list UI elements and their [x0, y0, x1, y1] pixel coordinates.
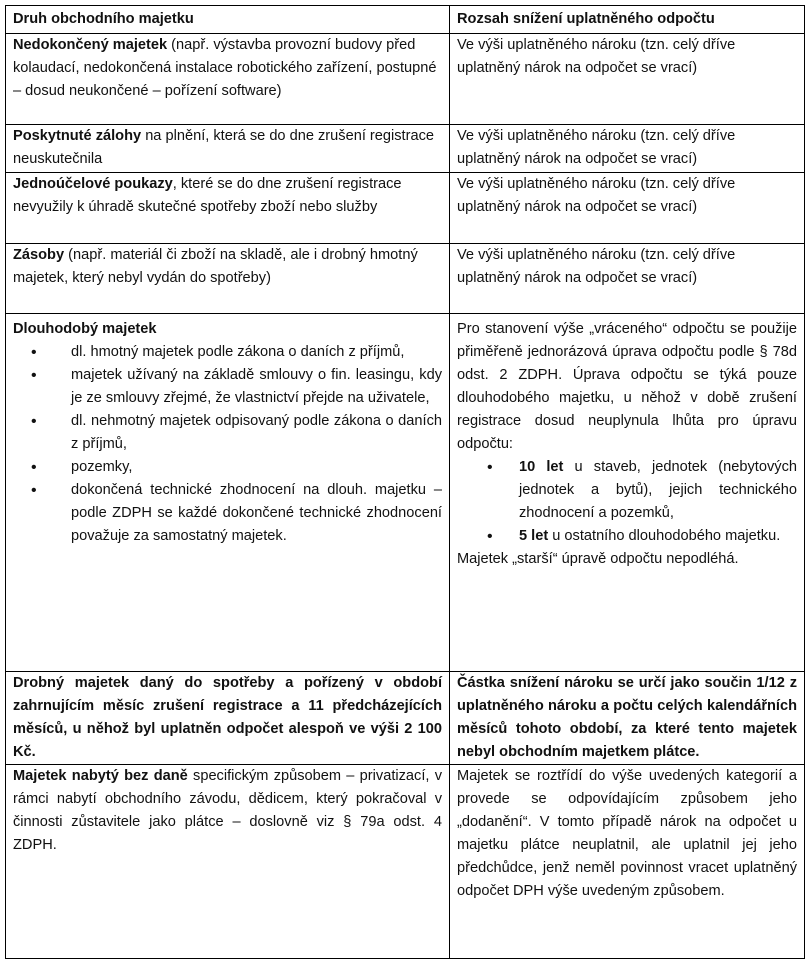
document-page [5, 5, 804, 959]
deduction-scope-cell: Ve výši uplatněného nároku (tzn. celý dříve uplatněný nárok na odpočet se vrací) [450, 173, 805, 244]
asset-type-title: Jednoúčelové poukazy [13, 176, 173, 192]
deduction-scope-cell: Ve výši uplatněného nároku (tzn. celý dříve uplatněný nárok na odpočet se vrací) [450, 244, 805, 314]
asset-type-description: (např. výstavba provozní budovy před kolaudací, nedokončená instalace robotického zařízení, postupné – dosud neukončené – pořízení software) [13, 37, 437, 99]
list-item: • pozemky, [71, 456, 442, 479]
asset-type-description: (např. materiál či zboží na skladě, ale i drobný hmotný majetek, který nebyl vydán do spotřeby) [13, 247, 418, 286]
table-row [6, 244, 805, 314]
asset-deduction-table [5, 5, 805, 959]
table-header-row [6, 6, 805, 34]
asset-type-description: , které se do dne zrušení registrace nevyužily k úhradě skutečné spotřeby zboží nebo služby [13, 176, 402, 215]
asset-type-cell [6, 314, 450, 672]
asset-type-title: Nedokončený majetek [13, 37, 168, 53]
deduction-scope-cell: Ve výši uplatněného nároku (tzn. celý dříve uplatněný nárok na odpočet se vrací) [450, 125, 805, 173]
deduction-outro: Majetek „starší“ úpravě odpočtu nepodléhá. [457, 551, 739, 567]
list-item: • dl. nehmotný majetek odpisovaný podle zákona o daních z příjmů, [71, 410, 442, 456]
deduction-scope-cell [450, 314, 805, 672]
header-asset-type: Druh obchodního majetku [6, 6, 450, 34]
table-row [6, 314, 805, 672]
deduction-scope-cell: Majetek se roztřídí do výše uvedených kategorií a provede se odpovídajícím způsobem jeho „dodanění“. V tomto případě nárok na odpočet u majetku plátce neuplatnil, ale uplatnil jej jeho předchůdce, jenž neměl povinnost vracet uplatněný odpočet DPH výše uvedeným způsobem. [450, 765, 805, 959]
period-label: 10 let [519, 459, 564, 475]
asset-type-cell [6, 244, 450, 314]
deduction-intro: Pro stanovení výše „vráceného“ odpočtu se použije přiměřeně jednorázová úprava odpočtu podle § 78d odst. 2 ZDPH. Úprava odpočtu se týká pouze dlouhodobého majetku, u něhož v době zrušení registrace dosud neuplynula lhůta pro úpravu odpočtu: [457, 321, 797, 452]
asset-type-cell [6, 173, 450, 244]
period-label: 5 let [519, 528, 549, 544]
asset-type-description: specifickým způsobem – privatizací, v rámci nabytí obchodního závodu, dědicem, který pokračoval v činnosti zůstavitele jako plátce – doslovně viz § 79a odst. 4 ZDPH. [13, 768, 442, 853]
table-row [6, 173, 805, 244]
asset-type-cell [6, 34, 450, 125]
asset-type-cell [6, 125, 450, 173]
list-item [519, 525, 797, 548]
deduction-scope-cell: Částka snížení nároku se určí jako součin 1/12 z uplatněného nároku a počtu celých kalendářních měsíců tohoto období, za které tento majetek nebyl obchodním majetkem plátce. [450, 672, 805, 765]
asset-type-description: na plnění, která se do dne zrušení registrace neuskutečnila [13, 128, 434, 167]
asset-type-title: Zásoby [13, 247, 65, 263]
asset-type-cell: Drobný majetek daný do spotřeby a pořízený v období zahrnujícím měsíc zrušení registrace a 11 předcházejících měsíců, u něhož byl uplatněn odpočet alespoň ve výši 2 100 Kč. [6, 672, 450, 765]
table-row [6, 765, 805, 959]
asset-type-title: Dlouhodobý majetek [13, 321, 157, 337]
long-term-asset-list [13, 341, 442, 548]
list-item [519, 456, 797, 525]
table-row [6, 125, 805, 173]
table-row [6, 672, 805, 765]
header-deduction-scope: Rozsah snížení uplatněného odpočtu [450, 6, 805, 34]
list-item: • majetek užívaný na základě smlouvy o fin. leasingu, kdy je ze smlouvy zřejmé, že vlastnictví přejde na uživatele, [71, 364, 442, 410]
adjustment-period-list [457, 456, 797, 548]
list-item: • dl. hmotný majetek podle zákona o daních z příjmů, [71, 341, 442, 364]
table-row [6, 34, 805, 125]
asset-type-cell [6, 765, 450, 959]
deduction-scope-cell: Ve výši uplatněného nároku (tzn. celý dříve uplatněný nárok na odpočet se vrací) [450, 34, 805, 125]
list-item: • dokončená technické zhodnocení na dlouh. majetku – podle ZDPH se každé dokončené technické zhodnocení považuje za samostatný majetek. [71, 479, 442, 548]
asset-type-title: Majetek nabytý bez daně [13, 768, 188, 784]
period-description: u staveb, jednotek (nebytových jednotek a bytů), jejich technického zhodnocení a pozemků, [519, 459, 797, 521]
period-description: u ostatního dlouhodobého majetku. [548, 528, 781, 544]
asset-type-title: Poskytnuté zálohy [13, 128, 142, 144]
